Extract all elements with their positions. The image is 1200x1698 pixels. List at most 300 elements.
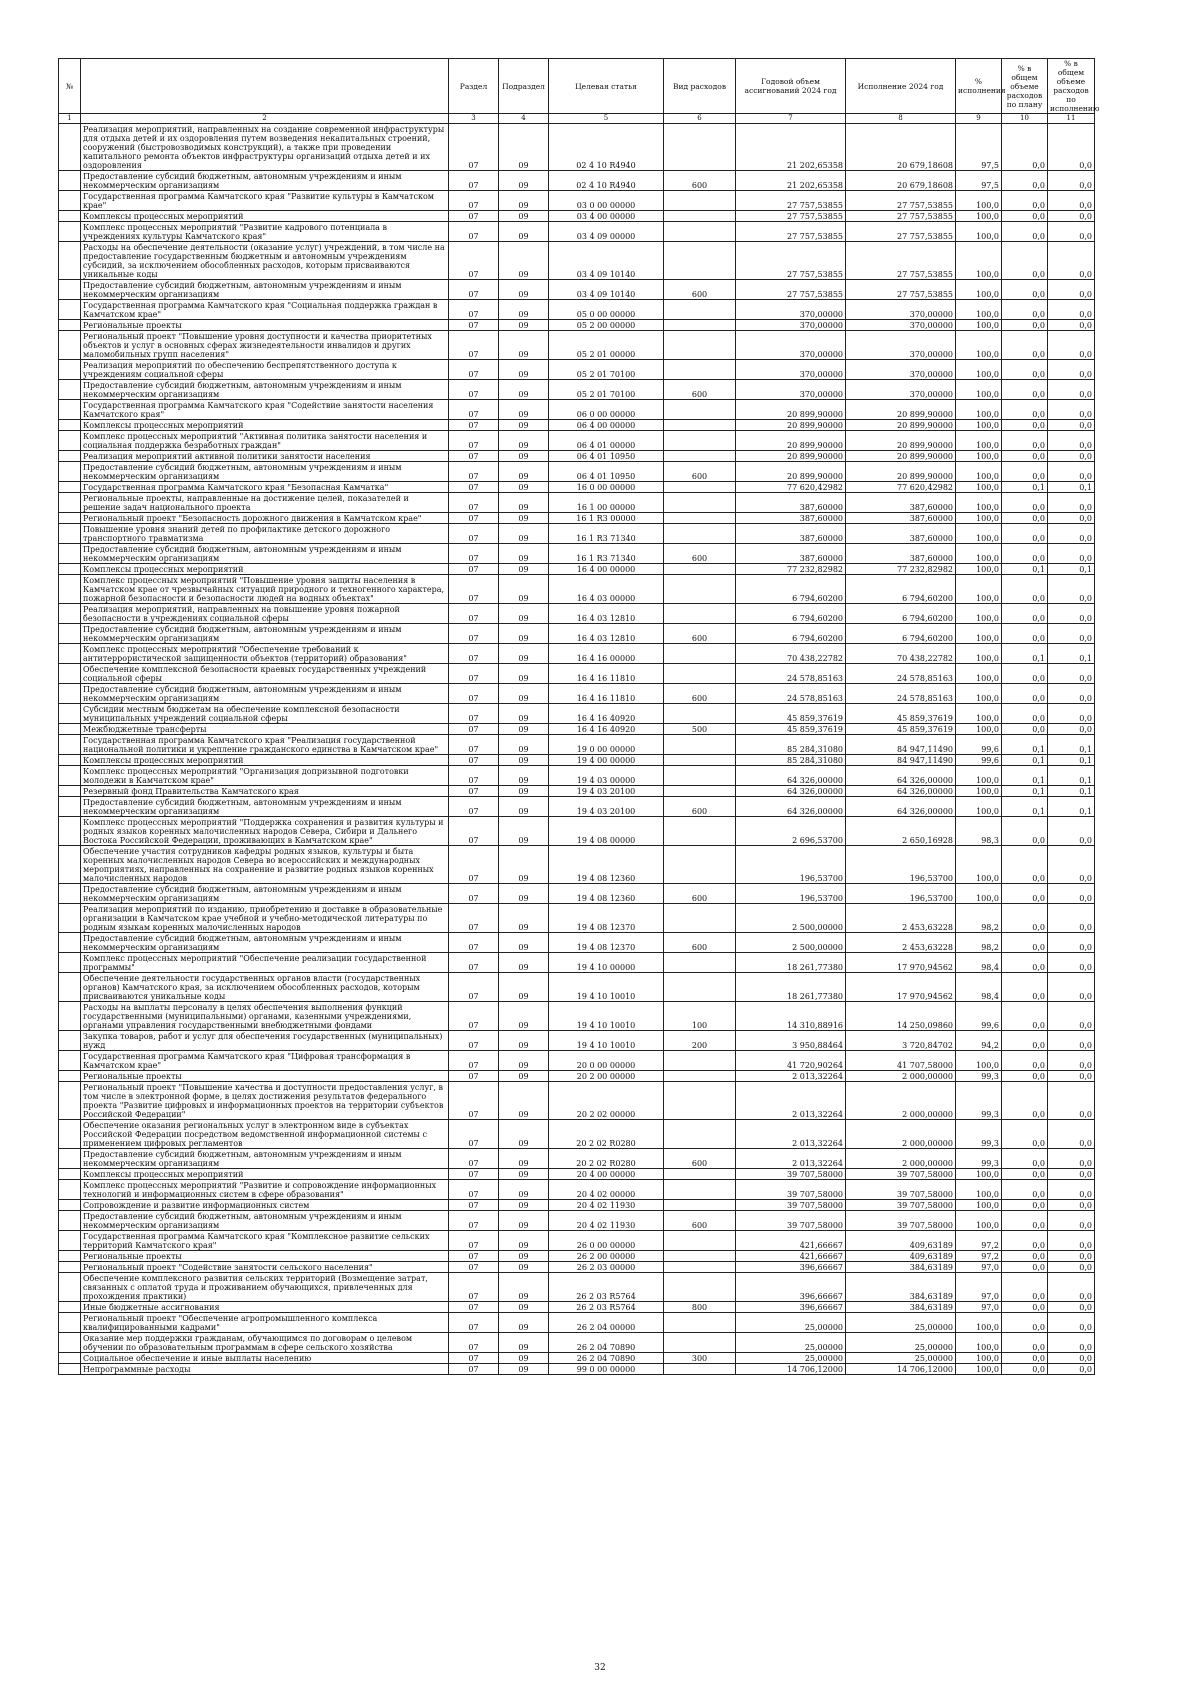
row-execution-share: 0,0 <box>1048 1273 1095 1302</box>
row-expense-type: 600 <box>664 380 736 400</box>
row-number <box>59 846 81 884</box>
table-row <box>59 1333 1095 1353</box>
row-execution-share: 0,0 <box>1048 1082 1095 1120</box>
table-row <box>59 1031 1095 1051</box>
row-target-article: 26 2 03 R5764 <box>549 1302 664 1313</box>
row-section: 07 <box>449 222 499 242</box>
row-expense-type: 600 <box>664 544 736 564</box>
row-annual-allocation: 24 578,85163 <box>736 684 846 704</box>
col-execution-percent-header: % исполнения <box>956 59 1002 114</box>
row-name: Межбюджетные трансферты <box>81 724 449 735</box>
row-expense-type <box>664 1071 736 1082</box>
row-execution-share: 0,0 <box>1048 211 1095 222</box>
row-execution-percent: 100,0 <box>956 1333 1002 1353</box>
row-name: Предоставление субсидий бюджетным, автономным учреждениям и иным некоммерческим организациям <box>81 280 449 300</box>
row-number <box>59 544 81 564</box>
row-section: 07 <box>449 1180 499 1200</box>
row-section: 07 <box>449 211 499 222</box>
row-section: 07 <box>449 735 499 755</box>
row-execution-share: 0,0 <box>1048 1262 1095 1273</box>
row-expense-type: 600 <box>664 884 736 904</box>
row-plan-share: 0,1 <box>1002 797 1048 817</box>
row-annual-allocation: 6 794,60200 <box>736 575 846 604</box>
row-number <box>59 933 81 953</box>
row-plan-share: 0,1 <box>1002 564 1048 575</box>
row-target-article: 06 4 01 10950 <box>549 462 664 482</box>
row-section: 07 <box>449 320 499 331</box>
row-execution: 84 947,11490 <box>846 755 956 766</box>
row-execution-percent: 100,0 <box>956 1169 1002 1180</box>
row-annual-allocation: 196,53700 <box>736 884 846 904</box>
row-execution-percent: 100,0 <box>956 462 1002 482</box>
col-annual-allocation-header: Годовой объем ассигнований 2024 год <box>736 59 846 114</box>
row-number <box>59 575 81 604</box>
row-execution: 20 899,90000 <box>846 462 956 482</box>
row-name: Предоставление субсидий бюджетным, автономным учреждениям и иным некоммерческим организациям <box>81 171 449 191</box>
row-execution-share: 0,0 <box>1048 1071 1095 1082</box>
row-section: 07 <box>449 513 499 524</box>
row-target-article: 03 4 09 10140 <box>549 242 664 280</box>
row-number <box>59 1302 81 1313</box>
row-target-article: 06 0 00 00000 <box>549 400 664 420</box>
row-execution-percent: 100,0 <box>956 724 1002 735</box>
row-expense-type <box>664 1313 736 1333</box>
row-target-article: 26 2 04 70890 <box>549 1353 664 1364</box>
table-row <box>59 1002 1095 1031</box>
row-execution: 409,63189 <box>846 1251 956 1262</box>
row-execution: 25,00000 <box>846 1353 956 1364</box>
row-name: Реализация мероприятий, направленных на создание современной инфраструктуры для отдыха детей и их оздоровления путем возведения некапитальных строений, сооружений (быстровозводимых конструкций), а также при проведении капитального ремонта объектов инфраструктуры организаций отдыха детей и их оздоровления <box>81 124 449 171</box>
row-subsection: 09 <box>499 1353 549 1364</box>
row-subsection: 09 <box>499 846 549 884</box>
row-execution: 20 899,90000 <box>846 420 956 431</box>
row-execution: 27 757,53855 <box>846 222 956 242</box>
row-target-article: 20 2 02 R0280 <box>549 1149 664 1169</box>
row-expense-type: 600 <box>664 171 736 191</box>
row-annual-allocation: 14 706,12000 <box>736 1364 846 1375</box>
row-plan-share: 0,0 <box>1002 933 1048 953</box>
row-name: Предоставление субсидий бюджетным, автономным учреждениям и иным некоммерческим организациям <box>81 1211 449 1231</box>
row-subsection: 09 <box>499 786 549 797</box>
row-plan-share: 0,0 <box>1002 1180 1048 1200</box>
row-name: Региональные проекты <box>81 1251 449 1262</box>
row-target-article: 26 2 04 70890 <box>549 1333 664 1353</box>
row-subsection: 09 <box>499 451 549 462</box>
row-execution: 384,63189 <box>846 1302 956 1313</box>
row-subsection: 09 <box>499 1364 549 1375</box>
row-execution: 2 000,00000 <box>846 1071 956 1082</box>
row-execution-percent: 99,3 <box>956 1149 1002 1169</box>
row-execution-percent: 100,0 <box>956 684 1002 704</box>
table-row <box>59 431 1095 451</box>
row-section: 07 <box>449 904 499 933</box>
row-target-article: 26 2 00 00000 <box>549 1251 664 1262</box>
row-name: Предоставление субсидий бюджетным, автономным учреждениям и иным некоммерческим организациям <box>81 933 449 953</box>
table-row <box>59 904 1095 933</box>
row-expense-type <box>664 320 736 331</box>
row-annual-allocation: 27 757,53855 <box>736 280 846 300</box>
table-row <box>59 524 1095 544</box>
row-execution-percent: 99,3 <box>956 1071 1002 1082</box>
row-execution: 20 899,90000 <box>846 431 956 451</box>
row-plan-share: 0,0 <box>1002 575 1048 604</box>
row-subsection: 09 <box>499 1120 549 1149</box>
row-execution-percent: 100,0 <box>956 242 1002 280</box>
row-execution-share: 0,0 <box>1048 1353 1095 1364</box>
row-expense-type <box>664 766 736 786</box>
row-annual-allocation: 25,00000 <box>736 1333 846 1353</box>
row-execution-share: 0,0 <box>1048 1302 1095 1313</box>
row-execution-share: 0,0 <box>1048 400 1095 420</box>
row-execution: 14 250,09860 <box>846 1002 956 1031</box>
table-row <box>59 280 1095 300</box>
row-expense-type <box>664 191 736 211</box>
row-annual-allocation: 25,00000 <box>736 1353 846 1364</box>
row-execution-percent: 100,0 <box>956 664 1002 684</box>
row-target-article: 19 4 08 12370 <box>549 933 664 953</box>
row-execution-share: 0,1 <box>1048 735 1095 755</box>
row-section: 07 <box>449 1002 499 1031</box>
row-execution: 387,60000 <box>846 544 956 564</box>
table-row <box>59 1302 1095 1313</box>
row-annual-allocation: 39 707,58000 <box>736 1180 846 1200</box>
row-execution-percent: 100,0 <box>956 624 1002 644</box>
row-expense-type <box>664 973 736 1002</box>
row-annual-allocation: 6 794,60200 <box>736 624 846 644</box>
row-annual-allocation: 64 326,00000 <box>736 797 846 817</box>
row-subsection: 09 <box>499 280 549 300</box>
table-row <box>59 624 1095 644</box>
col-number-header: № <box>59 59 81 114</box>
row-execution-share: 0,0 <box>1048 1149 1095 1169</box>
row-annual-allocation: 396,66667 <box>736 1273 846 1302</box>
col-num-4: 4 <box>499 114 549 124</box>
row-execution: 2 000,00000 <box>846 1082 956 1120</box>
row-execution-share: 0,0 <box>1048 817 1095 846</box>
row-plan-share: 0,0 <box>1002 331 1048 360</box>
row-execution-percent: 100,0 <box>956 320 1002 331</box>
row-annual-allocation: 85 284,31080 <box>736 755 846 766</box>
row-number <box>59 431 81 451</box>
row-number <box>59 331 81 360</box>
row-execution: 370,00000 <box>846 360 956 380</box>
row-execution: 27 757,53855 <box>846 211 956 222</box>
row-number <box>59 1002 81 1031</box>
row-execution-share: 0,0 <box>1048 1120 1095 1149</box>
row-execution-percent: 100,0 <box>956 493 1002 513</box>
col-num-3: 3 <box>449 114 499 124</box>
row-number <box>59 1353 81 1364</box>
row-section: 07 <box>449 420 499 431</box>
table-row <box>59 664 1095 684</box>
row-annual-allocation: 77 232,82982 <box>736 564 846 575</box>
row-execution-percent: 98,4 <box>956 973 1002 1002</box>
row-section: 07 <box>449 766 499 786</box>
row-section: 07 <box>449 704 499 724</box>
row-target-article: 19 4 10 00000 <box>549 953 664 973</box>
col-execution-share-header: % в общем объеме расходов по исполнению <box>1048 59 1095 114</box>
row-subsection: 09 <box>499 1180 549 1200</box>
column-number-row <box>59 114 1095 124</box>
row-number <box>59 904 81 933</box>
row-expense-type <box>664 1169 736 1180</box>
row-annual-allocation: 2 013,32264 <box>736 1082 846 1120</box>
row-execution-percent: 100,0 <box>956 1051 1002 1071</box>
row-annual-allocation: 85 284,31080 <box>736 735 846 755</box>
row-execution-percent: 100,0 <box>956 797 1002 817</box>
row-section: 07 <box>449 755 499 766</box>
row-target-article: 03 4 00 00000 <box>549 211 664 222</box>
col-section-header: Раздел <box>449 59 499 114</box>
row-number <box>59 766 81 786</box>
row-plan-share: 0,0 <box>1002 684 1048 704</box>
page-number: 32 <box>594 1663 606 1673</box>
col-target-article-header: Целевая статья <box>549 59 664 114</box>
row-number <box>59 300 81 320</box>
row-annual-allocation: 39 707,58000 <box>736 1211 846 1231</box>
row-name: Социальное обеспечение и иные выплаты населению <box>81 1353 449 1364</box>
row-annual-allocation: 14 310,88916 <box>736 1002 846 1031</box>
row-subsection: 09 <box>499 1200 549 1211</box>
row-annual-allocation: 27 757,53855 <box>736 222 846 242</box>
row-name: Региональные проекты <box>81 320 449 331</box>
row-name: Комплекс процессных мероприятий "Развитие и сопровождение информационных технологий и информационных систем в сфере образования" <box>81 1180 449 1200</box>
row-subsection: 09 <box>499 973 549 1002</box>
row-annual-allocation: 20 899,90000 <box>736 431 846 451</box>
row-expense-type: 300 <box>664 1353 736 1364</box>
row-target-article: 16 4 03 12810 <box>549 624 664 644</box>
row-execution-share: 0,0 <box>1048 604 1095 624</box>
table-row <box>59 1120 1095 1149</box>
row-plan-share: 0,0 <box>1002 704 1048 724</box>
row-execution-share: 0,0 <box>1048 1333 1095 1353</box>
row-execution-percent: 100,0 <box>956 1211 1002 1231</box>
table-row <box>59 420 1095 431</box>
row-section: 07 <box>449 624 499 644</box>
row-section: 07 <box>449 360 499 380</box>
table-row <box>59 300 1095 320</box>
row-expense-type <box>664 953 736 973</box>
row-name: Предоставление субсидий бюджетным, автономным учреждениям и иным некоммерческим организациям <box>81 1149 449 1169</box>
row-name: Предоставление субсидий бюджетным, автономным учреждениям и иным некоммерческим организациям <box>81 684 449 704</box>
table-row <box>59 884 1095 904</box>
row-target-article: 20 4 00 00000 <box>549 1169 664 1180</box>
row-section: 07 <box>449 1231 499 1251</box>
row-section: 07 <box>449 493 499 513</box>
row-execution: 2 000,00000 <box>846 1149 956 1169</box>
row-execution-share: 0,0 <box>1048 1180 1095 1200</box>
row-plan-share: 0,0 <box>1002 1211 1048 1231</box>
row-name: Иные бюджетные ассигнования <box>81 1302 449 1313</box>
row-execution-percent: 99,3 <box>956 1082 1002 1120</box>
row-target-article: 26 0 00 00000 <box>549 1231 664 1251</box>
row-subsection: 09 <box>499 664 549 684</box>
row-execution-share: 0,0 <box>1048 1364 1095 1375</box>
row-subsection: 09 <box>499 1273 549 1302</box>
row-target-article: 03 4 09 00000 <box>549 222 664 242</box>
row-number <box>59 191 81 211</box>
row-execution: 370,00000 <box>846 300 956 320</box>
row-name: Обеспечение комплексной безопасности краевых государственных учреждений социальной сферы <box>81 664 449 684</box>
table-row <box>59 1180 1095 1200</box>
table-row <box>59 462 1095 482</box>
row-subsection: 09 <box>499 564 549 575</box>
row-plan-share: 0,0 <box>1002 320 1048 331</box>
row-subsection: 09 <box>499 1002 549 1031</box>
row-subsection: 09 <box>499 171 549 191</box>
row-execution: 409,63189 <box>846 1231 956 1251</box>
row-subsection: 09 <box>499 1071 549 1082</box>
row-execution-percent: 100,0 <box>956 1180 1002 1200</box>
row-expense-type <box>664 664 736 684</box>
row-plan-share: 0,0 <box>1002 171 1048 191</box>
row-plan-share: 0,0 <box>1002 1251 1048 1262</box>
table-row <box>59 704 1095 724</box>
row-execution: 196,53700 <box>846 884 956 904</box>
row-subsection: 09 <box>499 933 549 953</box>
row-annual-allocation: 370,00000 <box>736 300 846 320</box>
row-annual-allocation: 27 757,53855 <box>736 242 846 280</box>
row-target-article: 16 0 00 00000 <box>549 482 664 493</box>
row-name: Региональные проекты <box>81 1071 449 1082</box>
row-plan-share: 0,0 <box>1002 211 1048 222</box>
row-plan-share: 0,0 <box>1002 380 1048 400</box>
row-expense-type: 200 <box>664 1031 736 1051</box>
table-row <box>59 786 1095 797</box>
row-target-article: 26 2 04 00000 <box>549 1313 664 1333</box>
row-execution-percent: 97,2 <box>956 1231 1002 1251</box>
table-row <box>59 1082 1095 1120</box>
row-section: 07 <box>449 604 499 624</box>
row-execution-share: 0,0 <box>1048 544 1095 564</box>
row-expense-type <box>664 904 736 933</box>
row-number <box>59 1262 81 1273</box>
table-row <box>59 973 1095 1002</box>
row-execution-percent: 100,0 <box>956 766 1002 786</box>
row-number <box>59 1031 81 1051</box>
row-name: Закупка товаров, работ и услуг для обеспечения государственных (муниципальных) нужд <box>81 1031 449 1051</box>
col-execution-header: Исполнение 2024 год <box>846 59 956 114</box>
row-target-article: 16 4 16 40920 <box>549 704 664 724</box>
row-number <box>59 664 81 684</box>
row-execution-percent: 97,0 <box>956 1262 1002 1273</box>
row-number <box>59 493 81 513</box>
row-execution: 77 620,42982 <box>846 482 956 493</box>
row-execution: 39 707,58000 <box>846 1211 956 1231</box>
table-row <box>59 171 1095 191</box>
row-execution-percent: 98,2 <box>956 933 1002 953</box>
row-execution: 17 970,94562 <box>846 973 956 1002</box>
table-body <box>59 124 1095 1375</box>
row-execution-share: 0,0 <box>1048 1313 1095 1333</box>
row-number <box>59 1051 81 1071</box>
row-number <box>59 724 81 735</box>
row-section: 07 <box>449 846 499 884</box>
row-plan-share: 0,0 <box>1002 400 1048 420</box>
row-expense-type <box>664 451 736 462</box>
row-name: Государственная программа Камчатского края "Содействие занятости населения Камчатского края" <box>81 400 449 420</box>
row-expense-type <box>664 604 736 624</box>
row-number <box>59 1364 81 1375</box>
row-number <box>59 320 81 331</box>
row-execution-share: 0,0 <box>1048 280 1095 300</box>
row-execution-percent: 100,0 <box>956 1364 1002 1375</box>
row-plan-share: 0,1 <box>1002 755 1048 766</box>
table-row <box>59 451 1095 462</box>
row-plan-share: 0,0 <box>1002 664 1048 684</box>
row-annual-allocation: 2 500,00000 <box>736 933 846 953</box>
row-section: 07 <box>449 1031 499 1051</box>
row-number <box>59 1313 81 1333</box>
row-subsection: 09 <box>499 884 549 904</box>
row-section: 07 <box>449 1262 499 1273</box>
row-subsection: 09 <box>499 1262 549 1273</box>
row-number <box>59 1149 81 1169</box>
row-target-article: 03 4 09 10140 <box>549 280 664 300</box>
row-execution: 384,63189 <box>846 1273 956 1302</box>
table-row <box>59 124 1095 171</box>
row-target-article: 16 4 16 11810 <box>549 664 664 684</box>
row-section: 07 <box>449 786 499 797</box>
row-execution: 70 438,22782 <box>846 644 956 664</box>
row-plan-share: 0,0 <box>1002 1031 1048 1051</box>
table-row <box>59 846 1095 884</box>
row-section: 07 <box>449 575 499 604</box>
row-plan-share: 0,0 <box>1002 431 1048 451</box>
row-number <box>59 420 81 431</box>
row-section: 07 <box>449 724 499 735</box>
table-row <box>59 755 1095 766</box>
row-execution-share: 0,0 <box>1048 1231 1095 1251</box>
row-expense-type <box>664 1364 736 1375</box>
table-row <box>59 320 1095 331</box>
row-target-article: 16 4 16 00000 <box>549 644 664 664</box>
row-execution-percent: 100,0 <box>956 360 1002 380</box>
row-plan-share: 0,0 <box>1002 1169 1048 1180</box>
row-execution-share: 0,0 <box>1048 380 1095 400</box>
row-target-article: 06 4 00 00000 <box>549 420 664 431</box>
row-execution-share: 0,0 <box>1048 1031 1095 1051</box>
row-expense-type: 600 <box>664 1211 736 1231</box>
row-annual-allocation: 70 438,22782 <box>736 644 846 664</box>
row-expense-type: 600 <box>664 797 736 817</box>
row-section: 07 <box>449 280 499 300</box>
row-section: 07 <box>449 300 499 320</box>
row-name: Предоставление субсидий бюджетным, автономным учреждениям и иным некоммерческим организациям <box>81 462 449 482</box>
row-expense-type <box>664 1051 736 1071</box>
row-subsection: 09 <box>499 360 549 380</box>
row-expense-type <box>664 846 736 884</box>
row-expense-type <box>664 400 736 420</box>
row-section: 07 <box>449 953 499 973</box>
row-target-article: 05 2 01 70100 <box>549 360 664 380</box>
row-execution-share: 0,0 <box>1048 300 1095 320</box>
row-annual-allocation: 421,66667 <box>736 1231 846 1251</box>
row-plan-share: 0,0 <box>1002 904 1048 933</box>
row-execution-share: 0,0 <box>1048 124 1095 171</box>
row-execution: 6 794,60200 <box>846 624 956 644</box>
row-number <box>59 973 81 1002</box>
row-plan-share: 0,0 <box>1002 1002 1048 1031</box>
row-execution-percent: 99,6 <box>956 735 1002 755</box>
row-target-article: 19 4 10 10010 <box>549 973 664 1002</box>
row-execution: 45 859,37619 <box>846 724 956 735</box>
row-annual-allocation: 77 620,42982 <box>736 482 846 493</box>
table-row <box>59 1211 1095 1231</box>
row-plan-share: 0,0 <box>1002 544 1048 564</box>
row-subsection: 09 <box>499 462 549 482</box>
row-execution-share: 0,0 <box>1048 493 1095 513</box>
